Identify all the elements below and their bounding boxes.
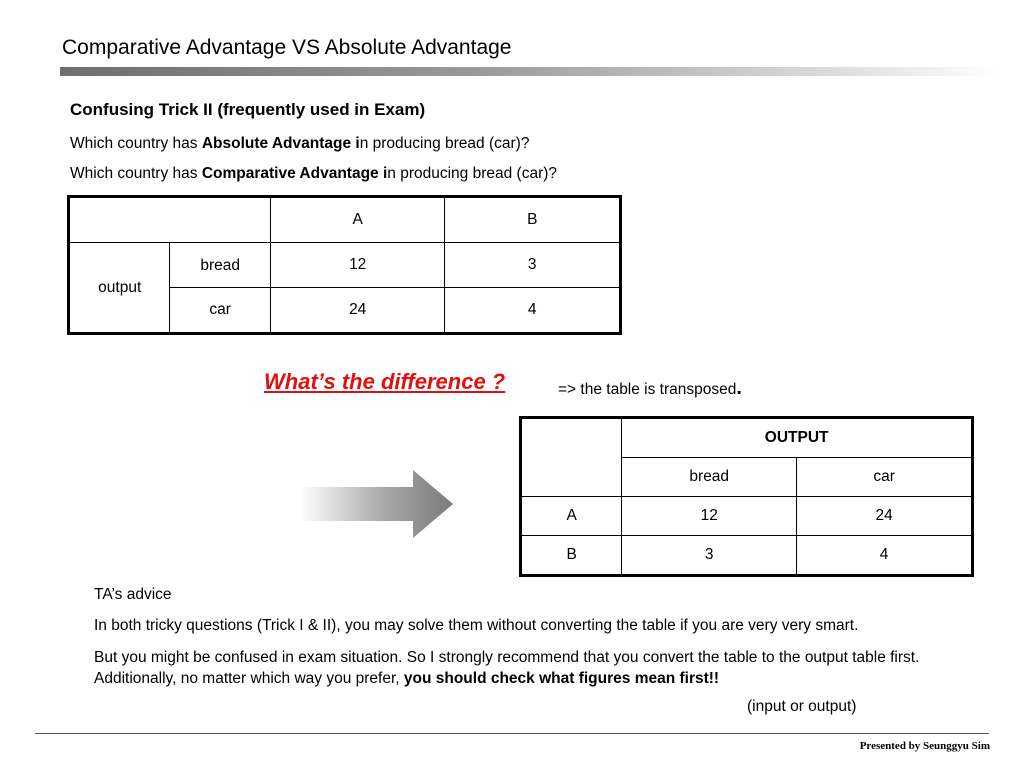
advice-line-2-text: But you might be confused in exam situation. So I strongly recommend that you convert the table to the output table first. Additionally, no matter which way you prefer, — [94, 649, 920, 687]
table-corner-cell — [69, 197, 271, 243]
table-row-label-a: A — [521, 497, 622, 536]
question1-pre: Which country has — [70, 135, 202, 152]
table-row — [521, 497, 973, 536]
table-row-group-output: output — [69, 243, 170, 334]
table-header-bread: bread — [622, 458, 797, 497]
question1-post: n producing bread (car)? — [359, 135, 530, 152]
question2-pre: Which country has — [70, 165, 202, 182]
question2-bold: Comparative Advantage i — [201, 165, 388, 182]
table-corner-cell — [521, 418, 622, 497]
difference-answer-text: => the table is transposed — [558, 381, 737, 398]
transposed-table — [519, 416, 974, 577]
table-row-label-car: car — [170, 288, 270, 334]
title-gradient-bar — [60, 67, 1000, 76]
table-cell: 12 — [622, 497, 797, 536]
footer-credit: Presented by Seunggyu Sim — [859, 740, 990, 752]
difference-answer-period: . — [736, 377, 742, 399]
table-cell: 4 — [445, 288, 621, 334]
question-absolute-advantage — [70, 135, 529, 153]
question-comparative-advantage — [70, 165, 557, 183]
table-row — [69, 243, 621, 288]
slide-title: Comparative Advantage VS Absolute Advantage — [62, 36, 512, 59]
table-header-b: B — [445, 197, 621, 243]
table-row — [69, 197, 621, 243]
table-cell: 3 — [445, 243, 621, 288]
table-cell: 24 — [797, 497, 973, 536]
difference-question: What’s the difference ? — [264, 369, 506, 394]
footer-divider — [35, 733, 989, 734]
table-header-output: OUTPUT — [622, 418, 973, 458]
question2-post: n producing bread (car)? — [387, 165, 558, 182]
table-header-a: A — [270, 197, 445, 243]
table-cell: 24 — [270, 288, 445, 334]
table-row — [521, 418, 973, 458]
right-arrow-icon — [300, 468, 455, 540]
table-header-car: car — [797, 458, 973, 497]
advice-line-3: (input or output) — [747, 698, 857, 715]
table-cell: 4 — [797, 536, 973, 576]
section-heading: Confusing Trick II (frequently used in Exam) — [70, 100, 426, 119]
advice-title: TA’s advice — [94, 586, 172, 603]
question1-bold: Absolute Advantage i — [201, 135, 360, 152]
advice-line-2 — [94, 647, 954, 689]
table-row — [521, 536, 973, 576]
advice-line-1: In both tricky questions (Trick I & II), you may solve them without converting the table if you are very very smart. — [94, 617, 859, 634]
table-row-label-b: B — [521, 536, 622, 576]
difference-answer — [558, 377, 742, 400]
original-table — [67, 195, 622, 335]
advice-line-2-bold: you should check what figures mean first!! — [403, 670, 720, 687]
table-row-label-bread: bread — [170, 243, 270, 288]
table-cell: 12 — [270, 243, 445, 288]
table-cell: 3 — [622, 536, 797, 576]
